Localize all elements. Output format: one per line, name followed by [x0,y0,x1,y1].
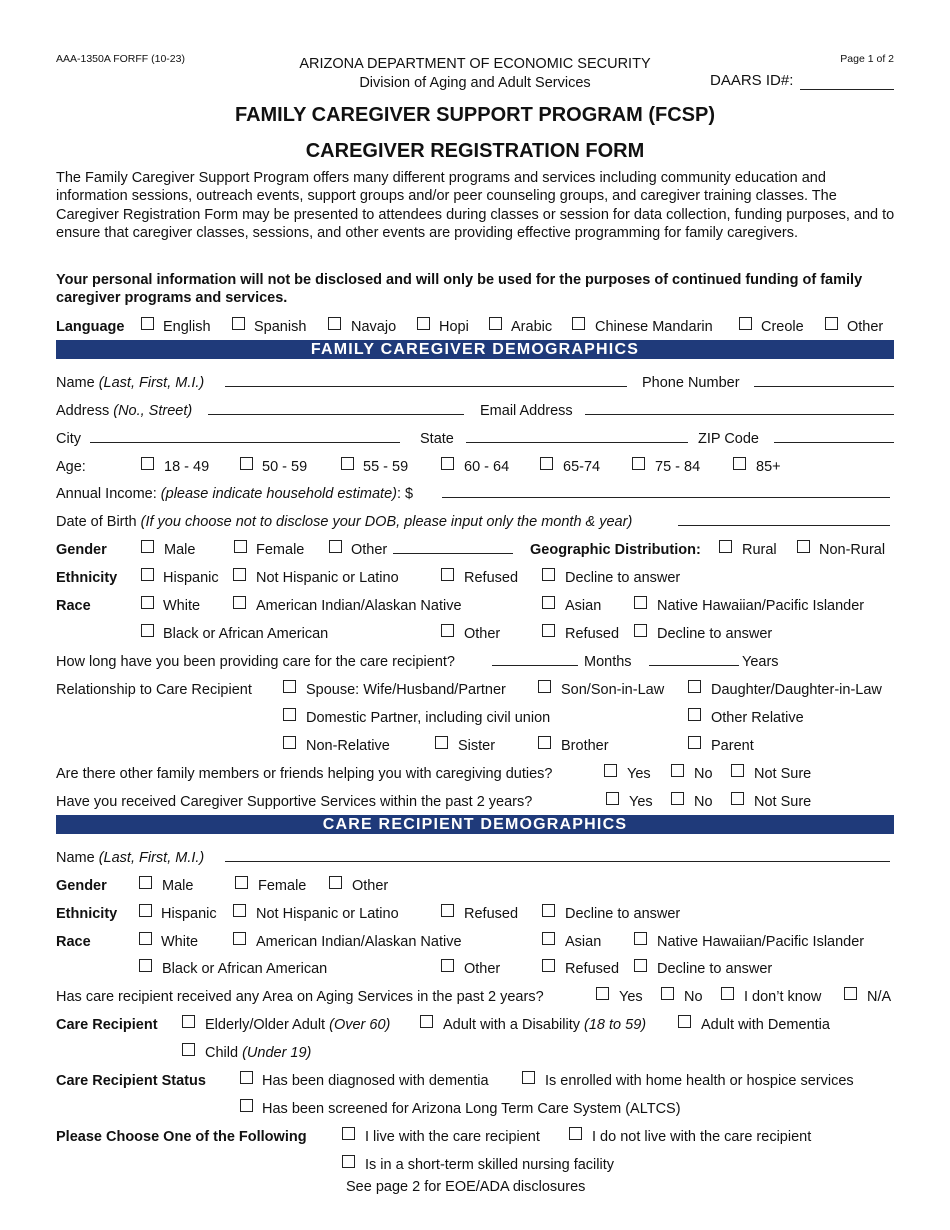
option-label: Yes [619,989,643,1005]
elderly-checkbox[interactable] [182,1015,195,1028]
option-label: Other [351,542,388,558]
option-label: Asian [565,934,602,950]
duration-question: How long have you been providing care for the care recipient? [56,654,455,670]
option-label: Decline to answer [565,906,681,922]
services-question: Have you received Caregiver Supportive Services within the past 2 years? [56,794,533,810]
option-label: Adult with a Disability (18 to 59) [443,1017,647,1033]
race-checkbox[interactable] [634,624,647,637]
recipient-section-header: CARE RECIPIENT DEMOGRAPHICS [56,815,894,834]
program-title: FAMILY CAREGIVER SUPPORT PROGRAM (FCSP) [234,104,716,126]
phone-field[interactable] [754,386,894,387]
option-label: Not Sure [754,766,812,782]
option-label: Navajo [351,319,397,335]
option-label: Asian [565,598,602,614]
caregiver-name-field[interactable] [225,386,627,387]
recipient-race-checkbox[interactable] [139,959,152,972]
recipient-ethnicity-label: Ethnicity [56,906,118,922]
recipient-race-checkbox[interactable] [441,959,454,972]
option-label: Not Hispanic or Latino [256,570,399,586]
option-label: Rural [742,542,777,558]
recipient-race-checkbox[interactable] [542,959,555,972]
option-label: English [163,319,211,335]
recipient-race-checkbox[interactable] [139,932,152,945]
option-label: Creole [761,319,804,335]
income-field[interactable] [442,497,890,498]
state-field[interactable] [466,442,688,443]
email-field[interactable] [585,414,894,415]
zip-field[interactable] [774,442,894,443]
gender-other-field[interactable] [393,553,513,554]
helpers-no-checkbox[interactable] [671,764,684,777]
option-label: Other [352,878,389,894]
caregiver-section-header: FAMILY CAREGIVER DEMOGRAPHICS [56,340,894,359]
option-label: Is in a short-term skilled nursing facility [365,1157,614,1173]
option-label: Non-Relative [306,738,390,754]
option-label: N/A [867,989,892,1005]
aging-na-checkbox[interactable] [844,987,857,1000]
relationship-checkbox[interactable] [538,736,551,749]
privacy-notice: Your personal information will not be disclosed and will only be used for the purposes of continued funding of family caregiver programs and services. [56,272,863,307]
age-checkbox[interactable] [441,457,454,470]
status-checkbox[interactable] [240,1071,253,1084]
age-checkbox[interactable] [540,457,553,470]
option-label: Child (Under 19) [205,1045,312,1061]
ethnicity-checkbox[interactable] [542,568,555,581]
recipient-name-field[interactable] [225,861,890,862]
helpers-notsure-checkbox[interactable] [731,764,744,777]
choose-checkbox[interactable] [342,1155,355,1168]
recipient-gender-checkbox[interactable] [329,876,342,889]
age-label: Age: [56,459,86,475]
race-checkbox[interactable] [542,624,555,637]
option-label: Adult with Dementia [701,1017,830,1033]
helpers-yes-checkbox[interactable] [604,764,617,777]
age-checkbox[interactable] [632,457,645,470]
email-label: Email Address [480,403,573,419]
gender-other-checkbox[interactable] [329,540,342,553]
option-label: Brother [561,738,609,754]
option-label: Other [464,626,501,642]
option-label: Refused [464,570,519,586]
relationship-checkbox[interactable] [538,680,551,693]
option-label: Parent [711,738,754,754]
aging-yes-checkbox[interactable] [596,987,609,1000]
option-label: White [163,598,201,614]
recipient-race-checkbox[interactable] [233,932,246,945]
option-label: Decline to answer [657,961,773,977]
option-label: 60 - 64 [464,459,510,475]
recipient-type-label: Care Recipient [56,1017,158,1033]
relationship-checkbox[interactable] [688,736,701,749]
services-notsure-checkbox[interactable] [731,792,744,805]
option-label: 50 - 59 [262,459,308,475]
option-label: Native Hawaiian/Pacific Islander [657,934,865,950]
option-label: I do not live with the care recipient [592,1129,812,1145]
option-label: Decline to answer [657,626,773,642]
option-label: Decline to answer [565,570,681,586]
language-hopi-checkbox[interactable] [417,317,430,330]
aging-question: Has care recipient received any Area on Aging Services in the past 2 years? [56,989,544,1005]
option-label: 18 - 49 [164,459,210,475]
city-field[interactable] [90,442,400,443]
months-field[interactable] [492,665,578,666]
option-label: Has been diagnosed with dementia [262,1073,489,1089]
ethnicity-checkbox[interactable] [441,568,454,581]
status-checkbox[interactable] [522,1071,535,1084]
option-label: Refused [565,626,620,642]
option-label: Is enrolled with home health or hospice services [545,1073,854,1089]
language-chinese-checkbox[interactable] [572,317,585,330]
form-title: CAREGIVER REGISTRATION FORM [305,140,645,162]
ethnicity-checkbox[interactable] [141,568,154,581]
zip-label: ZIP Code [698,431,759,447]
relationship-checkbox[interactable] [283,736,296,749]
choose-checkbox[interactable] [569,1127,582,1140]
recipient-gender-checkbox[interactable] [139,876,152,889]
age-checkbox[interactable] [141,457,154,470]
dementia-checkbox[interactable] [678,1015,691,1028]
option-label: Male [164,542,196,558]
daars-label: DAARS ID#: [710,72,794,89]
option-label: Black or African American [162,961,328,977]
relationship-label: Relationship to Care Recipient [56,682,252,698]
option-label: American Indian/Alaskan Native [256,934,462,950]
option-label: White [161,934,199,950]
language-spanish-checkbox[interactable] [232,317,245,330]
intro-paragraph: The Family Caregiver Support Program offers many different programs and services including community education and information sessions, outreach events, support groups and/or peer counseling groups, and caregiver training classes. The Caregiver Registration Form may be presented to attendees during classes or session for data collection, funding purposes, and to ensure that caregiver classes, sessions, and other events are providing effective programming for family caregivers. [56,170,895,241]
option-label: Refused [565,961,620,977]
income-label: Annual Income: (please indicate household estimate): $ [56,486,414,502]
services-yes-checkbox[interactable] [606,792,619,805]
option-label: Male [162,878,194,894]
years-field[interactable] [649,665,739,666]
relationship-checkbox[interactable] [283,708,296,721]
dob-field[interactable] [678,525,890,526]
option-label: Sister [458,738,496,754]
language-navajo-checkbox[interactable] [328,317,341,330]
recipient-race-label: Race [56,934,91,950]
age-checkbox[interactable] [733,457,746,470]
option-label: Has been screened for Arizona Long Term Care System (ALTCS) [262,1101,681,1117]
race-checkbox[interactable] [141,624,154,637]
option-label: Arabic [511,319,553,335]
option-label: Yes [629,794,653,810]
option-label: Other Relative [711,710,804,726]
services-no-checkbox[interactable] [671,792,684,805]
option-label: No [694,794,713,810]
recipient-ethnicity-checkbox[interactable] [233,904,246,917]
option-label: No [684,989,703,1005]
option-label: Hispanic [161,906,217,922]
form-code: AAA-1350A FORFF (10-23) [56,53,185,65]
option-label: Daughter/Daughter-in-Law [711,682,882,698]
race-checkbox[interactable] [233,596,246,609]
footer-note: See page 2 for EOE/ADA disclosures [346,1179,586,1195]
daars-field[interactable] [800,89,894,90]
option-label: Hispanic [163,570,219,586]
recipient-race-checkbox[interactable] [634,932,647,945]
option-label: 55 - 59 [363,459,409,475]
option-label: Spanish [254,319,307,335]
race-checkbox[interactable] [542,596,555,609]
option-label: Son/Son-in-Law [561,682,665,698]
years-label: Years [742,654,779,670]
recipient-ethnicity-checkbox[interactable] [441,904,454,917]
option-label: Other [847,319,884,335]
age-checkbox[interactable] [240,457,253,470]
option-label: Hopi [439,319,469,335]
aging-no-checkbox[interactable] [661,987,674,1000]
disability-checkbox[interactable] [420,1015,433,1028]
page-number: Page 1 of 2 [840,53,894,65]
recipient-ethnicity-checkbox[interactable] [542,904,555,917]
option-label: Refused [464,906,519,922]
option-label: 65-74 [563,459,601,475]
recipient-race-checkbox[interactable] [634,959,647,972]
option-label: Elderly/Older Adult (Over 60) [205,1017,391,1033]
option-label: Black or African American [163,626,329,642]
recipient-gender-label: Gender [56,878,107,894]
relationship-checkbox[interactable] [283,680,296,693]
gender-male-checkbox[interactable] [141,540,154,553]
gender-label: Gender [56,542,107,558]
child-checkbox[interactable] [182,1043,195,1056]
option-label: Spouse: Wife/Husband/Partner [306,682,506,698]
option-label: Domestic Partner, including civil union [306,710,551,726]
phone-label: Phone Number [642,375,740,391]
city-label: City [56,431,81,447]
option-label: Native Hawaiian/Pacific Islander [657,598,865,614]
option-label: Female [258,878,307,894]
option-label: Non-Rural [819,542,886,558]
agency-name: ARIZONA DEPARTMENT OF ECONOMIC SECURITY [299,56,651,72]
option-label: Female [256,542,305,558]
option-label: Not Sure [754,794,812,810]
language-label: Language [56,319,125,335]
option-label: 75 - 84 [655,459,701,475]
months-label: Months [584,654,632,670]
recipient-ethnicity-checkbox[interactable] [139,904,152,917]
option-label: Chinese Mandarin [595,319,713,335]
division-name: Division of Aging and Adult Services [359,75,591,91]
language-arabic-checkbox[interactable] [489,317,502,330]
option-label: Yes [627,766,651,782]
dob-label: Date of Birth (If you choose not to disclose your DOB, please input only the month & year) [56,514,633,530]
aging-dontknow-checkbox[interactable] [721,987,734,1000]
choose-label: Please Choose One of the Following [56,1129,307,1145]
language-creole-checkbox[interactable] [739,317,752,330]
age-checkbox[interactable] [341,457,354,470]
race-checkbox[interactable] [141,596,154,609]
race-checkbox[interactable] [634,596,647,609]
option-label: Not Hispanic or Latino [256,906,399,922]
race-label: Race [56,598,91,614]
ethnicity-label: Ethnicity [56,570,118,586]
status-checkbox[interactable] [240,1099,253,1112]
geo-label: Geographic Distribution: [530,542,701,558]
relationship-checkbox[interactable] [435,736,448,749]
address-field[interactable] [208,414,464,415]
relationship-checkbox[interactable] [688,680,701,693]
recipient-gender-checkbox[interactable] [235,876,248,889]
relationship-checkbox[interactable] [688,708,701,721]
language-english-checkbox[interactable] [141,317,154,330]
option-label: Other [464,961,501,977]
race-checkbox[interactable] [441,624,454,637]
status-label: Care Recipient Status [56,1073,206,1089]
geo-nonrural-checkbox[interactable] [797,540,810,553]
choose-checkbox[interactable] [342,1127,355,1140]
option-label: 85+ [756,459,781,475]
recipient-name-label: Name (Last, First, M.I.) [56,850,205,866]
address-label: Address (No., Street) [56,403,193,419]
language-other-checkbox[interactable] [825,317,838,330]
option-label: No [694,766,713,782]
ethnicity-checkbox[interactable] [233,568,246,581]
gender-female-checkbox[interactable] [234,540,247,553]
option-label: I live with the care recipient [365,1129,540,1145]
option-label: American Indian/Alaskan Native [256,598,462,614]
helpers-question: Are there other family members or friends helping you with caregiving duties? [56,766,553,782]
state-label: State [420,431,454,447]
recipient-race-checkbox[interactable] [542,932,555,945]
caregiver-name-label: Name (Last, First, M.I.) [56,375,205,391]
geo-rural-checkbox[interactable] [719,540,732,553]
option-label: I don’t know [744,989,822,1005]
